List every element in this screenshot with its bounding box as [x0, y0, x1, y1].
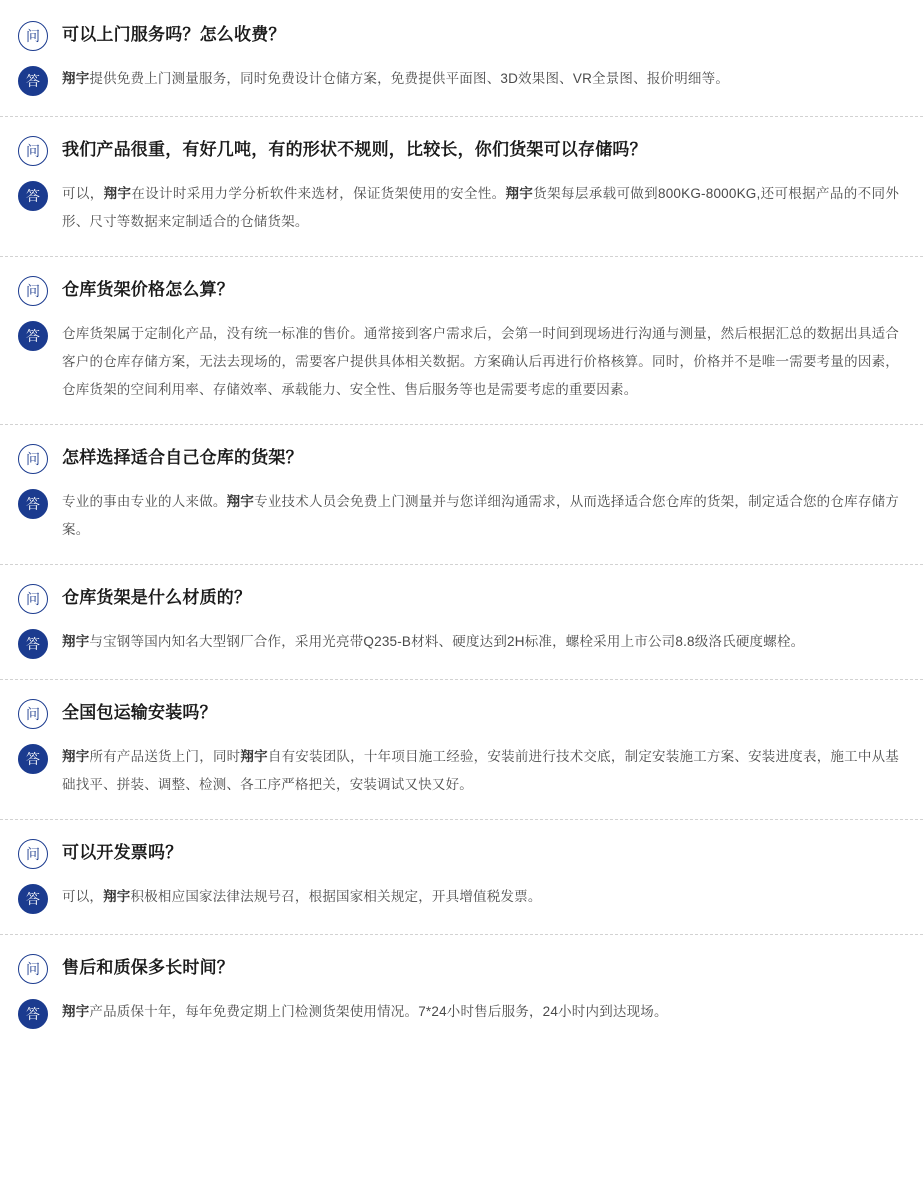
faq-question-text: 仓库货架价格怎么算？ [62, 280, 234, 299]
answer-text-fragment: 专业技术人员会免费上门测量并与您详细沟通需求，从而选择适合您仓库的货架，制定适合您的仓库存储方案。 [62, 494, 899, 537]
brand-name: 翔宇 [62, 71, 90, 86]
faq-question-row[interactable] [0, 443, 923, 474]
faq-answer-row [0, 743, 923, 799]
faq-item [0, 565, 923, 680]
brand-name: 翔宇 [240, 749, 268, 764]
answer-text-fragment: 提供免费上门测量服务，同时免费设计仓储方案，免费提供平面图、3D效果图、VR全景图、报价明细等。 [89, 71, 730, 86]
faq-question-row[interactable] [0, 838, 923, 869]
answer-badge-icon: 答 [18, 744, 48, 774]
faq-item [0, 935, 923, 1049]
answer-text-fragment: 积极相应国家法律法规号召，根据国家相关规定，开具增值税发票。 [130, 889, 542, 904]
faq-item [0, 0, 923, 117]
answer-text-fragment: 所有产品送货上门，同时 [89, 749, 241, 764]
question-badge-icon: 问 [18, 276, 48, 306]
faq-answer-row [0, 320, 923, 404]
faq-answer-text [62, 65, 753, 93]
brand-name: 翔宇 [226, 494, 255, 509]
question-badge-icon: 问 [18, 136, 48, 166]
faq-answer-row [0, 998, 923, 1029]
answer-badge-icon: 答 [18, 66, 48, 96]
faq-item [0, 117, 923, 257]
question-badge-icon: 问 [18, 954, 48, 984]
answer-text-fragment: 货架每层承载可做到800KG-8000KG,还可根据产品的不同外形、尺寸等数据来定制适合的仓储货架。 [62, 186, 900, 229]
answer-badge-icon: 答 [18, 181, 48, 211]
answer-badge-icon: 答 [18, 629, 48, 659]
faq-answer-row [0, 180, 923, 236]
question-badge-icon: 问 [18, 21, 48, 51]
answer-text-fragment: 可以， [62, 186, 104, 201]
faq-answer-text [62, 320, 923, 404]
question-badge-icon: 问 [18, 584, 48, 614]
faq-question-text: 全国包运输安装吗？ [62, 703, 217, 722]
faq-item [0, 257, 923, 425]
brand-name: 翔宇 [103, 186, 132, 201]
question-badge-icon: 问 [18, 839, 48, 869]
answer-text-fragment: 仓库货架属于定制化产品，没有统一标准的售价。通常接到客户需求后，会第一时间到现场进行沟通与测量，然后根据汇总的数据出具适合客户的仓库存储方案，无法去现场的，需要客户提供具体相关数据。方案确认后再进行价格核算。同时，价格并不是唯一需要考量的因素，仓库货架的空间利用率、存储效率、承载能力、安全性、售后服务等也是需要考虑的重要因素。 [62, 326, 899, 397]
answer-text-fragment: 专业的事由专业的人来做。 [62, 494, 227, 509]
brand-name: 翔宇 [505, 186, 534, 201]
faq-answer-text [62, 488, 923, 544]
faq-item [0, 680, 923, 820]
answer-badge-icon: 答 [18, 321, 48, 351]
question-badge-icon: 问 [18, 699, 48, 729]
answer-text-fragment: 自有安装团队，十年项目施工经验，安装前进行技术交底，制定安装施工方案、安装进度表，施工中从基础找平、拼装、调整、检测、各工序严格把关，安装调试又快又好。 [62, 749, 900, 792]
faq-question-row[interactable] [0, 698, 923, 729]
faq-answer-text [62, 743, 923, 799]
answer-badge-icon: 答 [18, 884, 48, 914]
faq-question-row[interactable] [0, 20, 923, 51]
faq-question-row[interactable] [0, 275, 923, 306]
faq-answer-row [0, 883, 923, 914]
brand-name: 翔宇 [103, 889, 131, 904]
faq-answer-row [0, 488, 923, 544]
brand-name: 翔宇 [62, 1004, 90, 1019]
brand-name: 翔宇 [62, 749, 90, 764]
faq-question-text: 可以开发票吗？ [62, 843, 183, 862]
faq-item [0, 820, 923, 935]
answer-text-fragment: 在设计时采用力学分析软件来选材，保证货架使用的安全性。 [131, 186, 506, 201]
answer-badge-icon: 答 [18, 489, 48, 519]
question-badge-icon: 问 [18, 444, 48, 474]
faq-answer-text [62, 998, 692, 1026]
answer-badge-icon: 答 [18, 999, 48, 1029]
answer-text-fragment: 产品质保十年，每年免费定期上门检测货架使用情况。7*24小时售后服务，24小时内到达现场。 [89, 1004, 668, 1019]
brand-name: 翔宇 [62, 634, 90, 649]
faq-question-text: 仓库货架是什么材质的？ [62, 588, 252, 607]
faq-item [0, 425, 923, 565]
faq-question-text: 售后和质保多长时间？ [62, 958, 234, 977]
faq-answer-text [62, 883, 566, 911]
answer-text-fragment: 与宝钢等国内知名大型钢厂合作，采用光亮带Q235-B材料、硬度达到2H标准，螺栓采用上市公司8.8级洛氏硬度螺栓。 [89, 634, 805, 649]
faq-answer-text [62, 628, 828, 656]
faq-question-text: 可以上门服务吗？怎么收费？ [62, 25, 286, 44]
faq-answer-row [0, 628, 923, 659]
faq-question-row[interactable] [0, 953, 923, 984]
faq-question-row[interactable] [0, 135, 923, 166]
faq-question-text: 我们产品很重，有好几吨，有的形状不规则，比较长，你们货架可以存储吗？ [62, 140, 647, 159]
faq-answer-row [0, 65, 923, 96]
faq-question-row[interactable] [0, 583, 923, 614]
faq-answer-text [62, 180, 923, 236]
faq-question-text: 怎样选择适合自己仓库的货架？ [62, 448, 303, 467]
answer-text-fragment: 可以， [62, 889, 104, 904]
